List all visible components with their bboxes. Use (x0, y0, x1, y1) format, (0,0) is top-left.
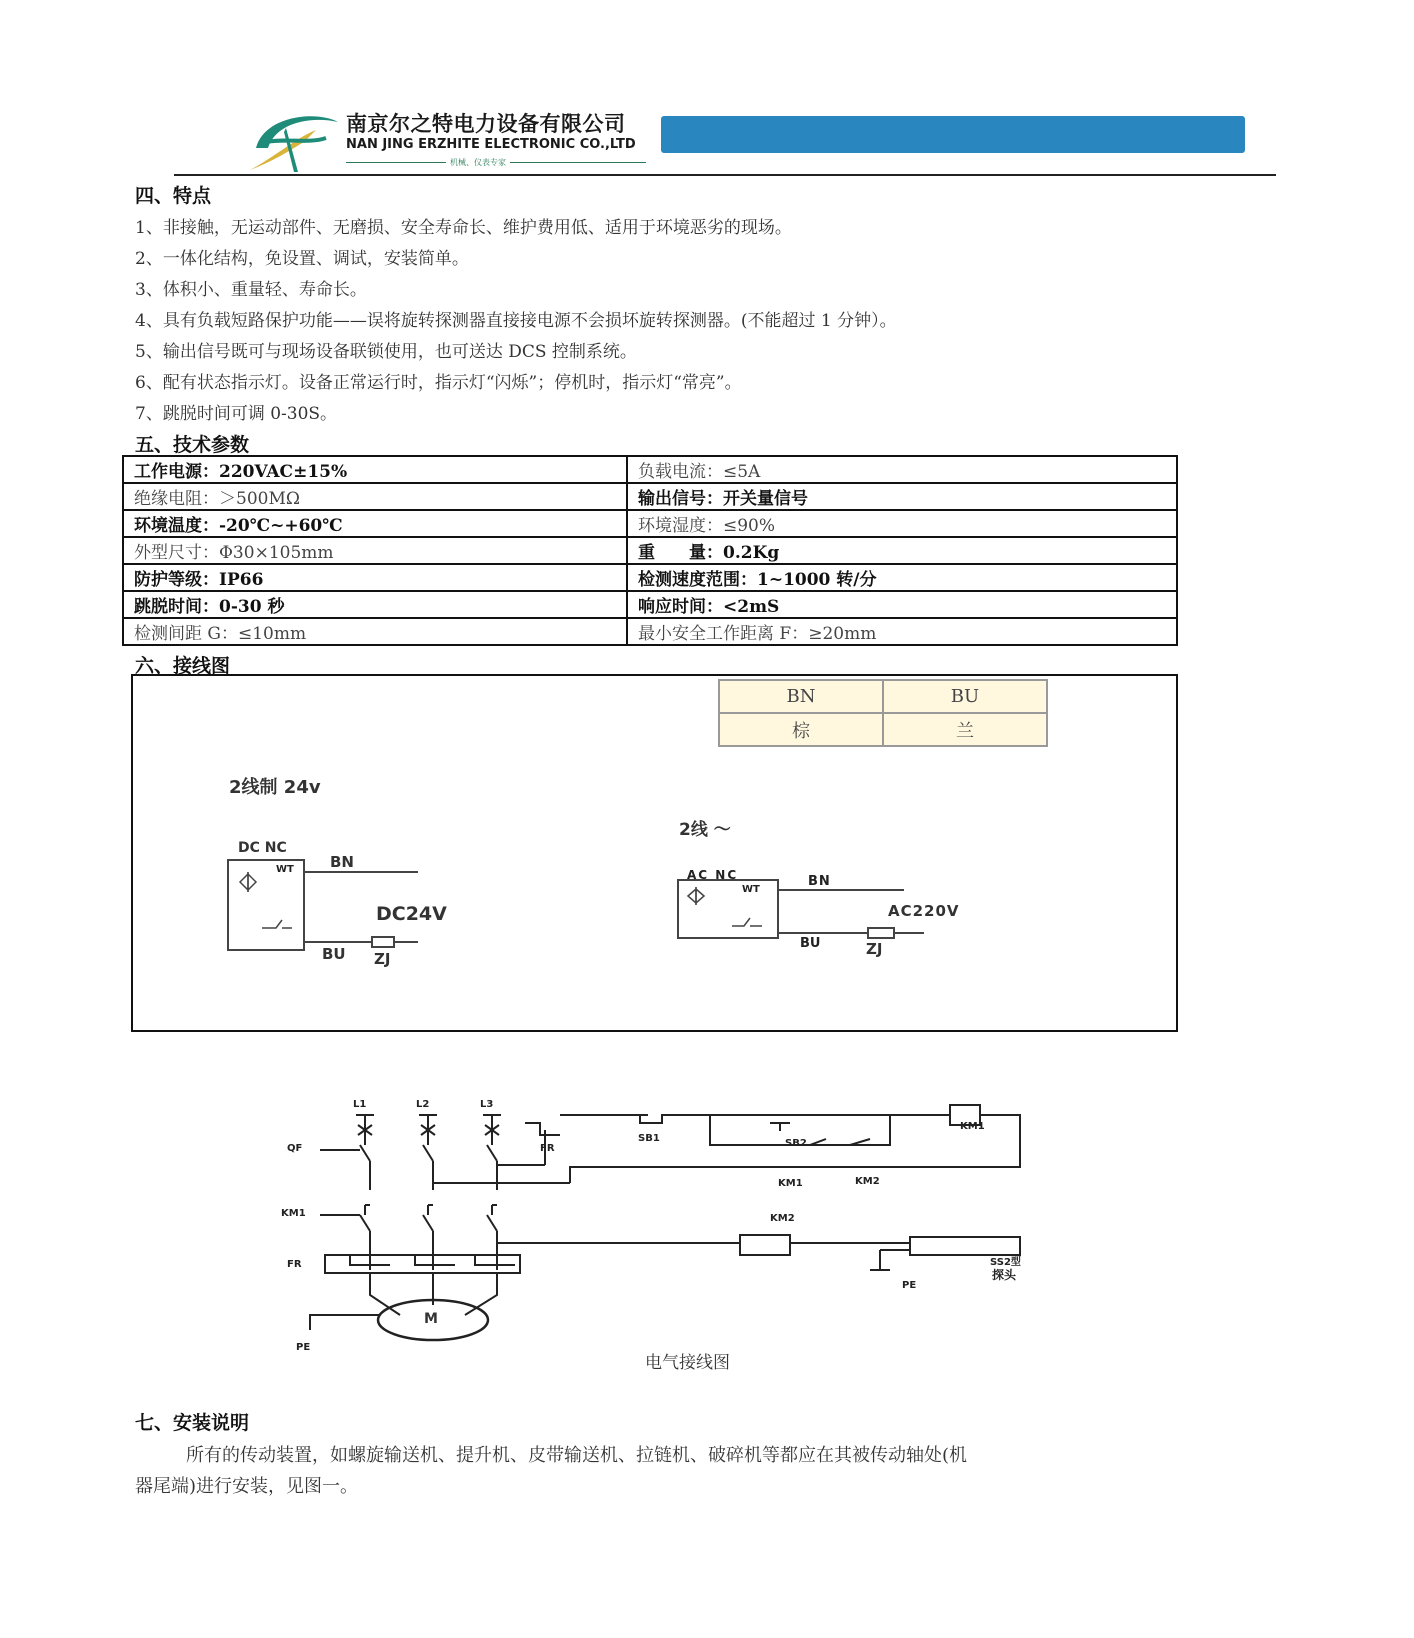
ac-diagram-title: 2线 〜 (679, 820, 731, 840)
ss2-label: SS2型 (990, 1257, 1021, 1268)
spec-table (122, 455, 1178, 646)
features-heading: 四、特点 (135, 185, 212, 207)
qf-label: QF (287, 1143, 303, 1154)
electrical-wiring-diagram (270, 1095, 1090, 1365)
table-row (123, 456, 1177, 483)
km2-coil-label: KM2 (770, 1213, 795, 1224)
dc-bu-label: BU (322, 945, 346, 963)
install-text-line: 器尾端)进行安装，见图一。 (135, 1476, 359, 1497)
table-row (123, 483, 1177, 510)
feature-item: 1、非接触，无运动部件、无磨损、安全寿命长、维护费用低、适用于环境恶劣的现场。 (135, 218, 792, 238)
l3-label: L3 (480, 1099, 494, 1110)
spec-cell: 防护等级：IP66 (123, 564, 627, 591)
ac-bu-label: BU (800, 936, 821, 951)
fr-top-label: FR (540, 1143, 555, 1154)
spec-cell: 最小安全工作距离 F：≥20mm (627, 618, 1177, 645)
specs-heading: 五、技术参数 (135, 434, 250, 456)
electrical-diagram-caption: 电气接线图 (645, 1353, 730, 1373)
table-row (719, 713, 1047, 746)
spec-cell: 输出信号：开关量信号 (627, 483, 1177, 510)
fr-left-label: FR (287, 1259, 302, 1270)
pe-right-label: PE (902, 1280, 917, 1291)
logo-emblem-icon (246, 108, 342, 174)
ac-mode-label: AC NC (687, 868, 739, 882)
spec-cell: 外型尺寸：Φ30×105mm (123, 537, 627, 564)
company-tagline: 机械、仪表专家 (446, 157, 510, 168)
feature-item: 5、输出信号既可与现场设备联锁使用，也可送达 DCS 控制系统。 (135, 342, 637, 362)
feature-item: 3、体积小、重量轻、寿命长。 (135, 280, 367, 300)
table-row (123, 537, 1177, 564)
spec-cell: 工作电源：220VAC±15% (123, 456, 627, 483)
table-row (123, 564, 1177, 591)
spec-cell: 重 量：0.2Kg (627, 537, 1177, 564)
wire-color-cell: 棕 (719, 713, 883, 746)
ac-wt-label: WT (742, 884, 760, 895)
km1-left-label: KM1 (281, 1208, 306, 1219)
dc-diagram-title: 2线制 24v (229, 777, 321, 798)
spec-cell: 检测间距 G：≤10mm (123, 618, 627, 645)
wiring-heading: 六、接线图 (135, 655, 231, 677)
dc-zj-label: ZJ (374, 950, 391, 968)
header-divider (174, 174, 1276, 176)
spec-cell: 响应时间：<2mS (627, 591, 1177, 618)
ac-zj-label: ZJ (866, 940, 883, 958)
dc-bn-label: BN (330, 853, 354, 871)
feature-item: 2、一体化结构，免设置、调试，安装简单。 (135, 249, 469, 269)
table-row (123, 510, 1177, 537)
feature-item: 4、具有负载短路保护功能——误将旋转探测器直接接电源不会损坏旋转探测器。(不能超过 1 分钟）。 (135, 311, 897, 331)
sb1-label: SB1 (638, 1133, 660, 1144)
km1-contact-label: KM1 (778, 1178, 803, 1189)
company-name-en: NAN JING ERZHITE ELECTRONIC CO.,LTD (346, 137, 636, 152)
ss2-sub-label: 探头 (992, 1268, 1017, 1282)
spec-cell: 跳脱时间：0-30 秒 (123, 591, 627, 618)
header-banner (661, 116, 1245, 153)
ac-bn-label: BN (808, 874, 831, 889)
wire-color-cell: 兰 (883, 713, 1047, 746)
dc-mode-label: DC NC (238, 840, 287, 856)
install-text-line: 所有的传动装置，如螺旋输送机、提升机、皮带输送机、拉链机、破碎机等都应在其被传动轴处(机 (186, 1445, 968, 1466)
l2-label: L2 (416, 1099, 430, 1110)
table-row (719, 680, 1047, 713)
table-row (123, 618, 1177, 645)
sb2-label: SB2 (785, 1138, 807, 1149)
company-name-cn: 南京尔之特电力设备有限公司 (346, 112, 626, 136)
spec-cell: 环境温度：-20℃~+60℃ (123, 510, 627, 537)
feature-item: 7、跳脱时间可调 0-30S。 (135, 404, 338, 424)
km2-contact-label: KM2 (855, 1176, 880, 1187)
spec-cell: 检测速度范围：1~1000 转/分 (627, 564, 1177, 591)
ac-supply-label: AC220V (888, 902, 960, 920)
install-heading: 七、安装说明 (135, 1412, 250, 1434)
wire-code-cell: BU (883, 680, 1047, 713)
wire-code-cell: BN (719, 680, 883, 713)
spec-cell: 负载电流：≤5A (627, 456, 1177, 483)
dc-wt-label: WT (276, 864, 294, 875)
feature-item: 6、配有状态指示灯。设备正常运行时，指示灯“闪烁”；停机时，指示灯“常亮”。 (135, 373, 742, 393)
table-row (123, 591, 1177, 618)
spec-cell: 绝缘电阻：＞500MΩ (123, 483, 627, 510)
dc-supply-label: DC24V (376, 903, 447, 925)
wire-color-table (718, 679, 1048, 747)
km1-coil-label: KM1 (960, 1121, 985, 1132)
pe-left-label: PE (296, 1342, 311, 1353)
company-logo (246, 108, 342, 174)
motor-label: M (424, 1311, 438, 1327)
l1-label: L1 (353, 1099, 367, 1110)
spec-cell: 环境湿度：≤90% (627, 510, 1177, 537)
